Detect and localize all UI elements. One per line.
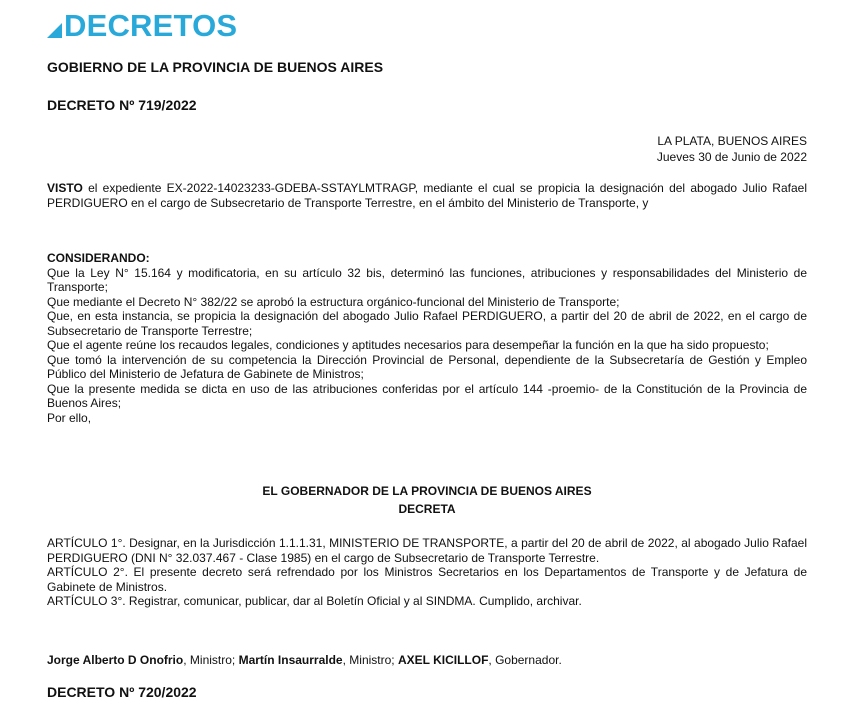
triangle-icon	[47, 23, 62, 38]
considerando-section	[47, 251, 807, 425]
signer-name: AXEL KICILLOF	[397, 653, 489, 667]
considerando-label: CONSIDERANDO:	[47, 251, 150, 265]
visto-paragraph	[47, 181, 807, 210]
considerando-item: Que la presente medida se dicta en uso de las atribuciones conferidas por el artículo 144 -proemio- de la Constitución de la Provincia de Buenos Aires;	[47, 381, 807, 410]
articles-section	[47, 536, 807, 609]
section-header	[47, 6, 237, 46]
place: LA PLATA, BUENOS AIRES	[657, 134, 807, 148]
considerando-item: Que tomó la intervención de su competencia la Dirección Provincial de Personal, dependiente de la Subsecretaría de Gestión y Empleo Público del Ministerio de Jefatura de Gabinete de Ministros;	[47, 352, 807, 381]
considerando-item: Que, en esta instancia, se propicia la designación del abogado Julio Rafael PERDIGUERO, a partir del 20 de abril de 2022, en el cargo de Subsecretario de Transporte Terrestre;	[47, 309, 807, 338]
visto-text: el expediente EX-2022-14023233-GDEBA-SSTAYLMTRAGP, mediante el cual se propicia la designación del abogado Julio Rafael PERDIGUERO en el cargo de Subsecretario de Transporte Terrestre, en el ámbito del Ministerio de Transporte, y	[47, 181, 807, 210]
authority-heading	[47, 482, 807, 518]
signer-role: , Ministro;	[342, 653, 398, 667]
decree-number: DECRETO Nº 719/2022	[47, 97, 197, 113]
article-item: ARTÍCULO 2°. El presente decreto será refrendado por los Ministros Secretarios en los Departamentos de Transporte y de Jefatura de Gabinete de Ministros.	[47, 565, 807, 594]
place-date	[657, 133, 807, 165]
signer-role: , Ministro;	[183, 653, 239, 667]
signatures	[47, 653, 807, 668]
considerando-item: Por ello,	[47, 410, 92, 425]
issuer-heading: GOBIERNO DE LA PROVINCIA DE BUENOS AIRES	[47, 59, 384, 75]
next-decree-number: DECRETO Nº 720/2022	[47, 684, 197, 700]
section-title: DECRETOS	[64, 8, 238, 43]
authority: EL GOBERNADOR DE LA PROVINCIA DE BUENOS AIRES	[262, 484, 592, 498]
decreta: DECRETA	[398, 502, 456, 516]
date: Jueves 30 de Junio de 2022	[656, 150, 807, 164]
signer-name: Jorge Alberto D Onofrio	[47, 653, 184, 667]
visto-label: VISTO	[47, 181, 83, 195]
signer-name: Martín Insaurralde	[238, 653, 343, 667]
considerando-item: Que la Ley N° 15.164 y modificatoria, en su artículo 32 bis, determinó las funciones, atribuciones y responsabilidades del Ministerio de Transporte;	[47, 265, 807, 294]
article-item: ARTÍCULO 1°. Designar, en la Jurisdicción 1.1.1.31, MINISTERIO DE TRANSPORTE, a partir del 20 de abril de 2022, al abogado Julio Rafael PERDIGUERO (DNI N° 32.037.467 - Clase 1985) en el cargo de Subsecretario de Transporte Terrestre.	[47, 536, 807, 565]
considerando-item: Que el agente reúne los recaudos legales, condiciones y aptitudes necesarios para desempeñar la función en la que ha sido propuesto;	[47, 338, 769, 352]
signer-role: , Gobernador.	[488, 653, 562, 667]
considerando-item: Que mediante el Decreto N° 382/22 se aprobó la estructura orgánico-funcional del Ministerio de Transporte;	[47, 294, 620, 309]
article-item: ARTÍCULO 3°. Registrar, comunicar, publicar, dar al Boletín Oficial y al SINDMA. Cumplido, archivar.	[47, 594, 582, 608]
